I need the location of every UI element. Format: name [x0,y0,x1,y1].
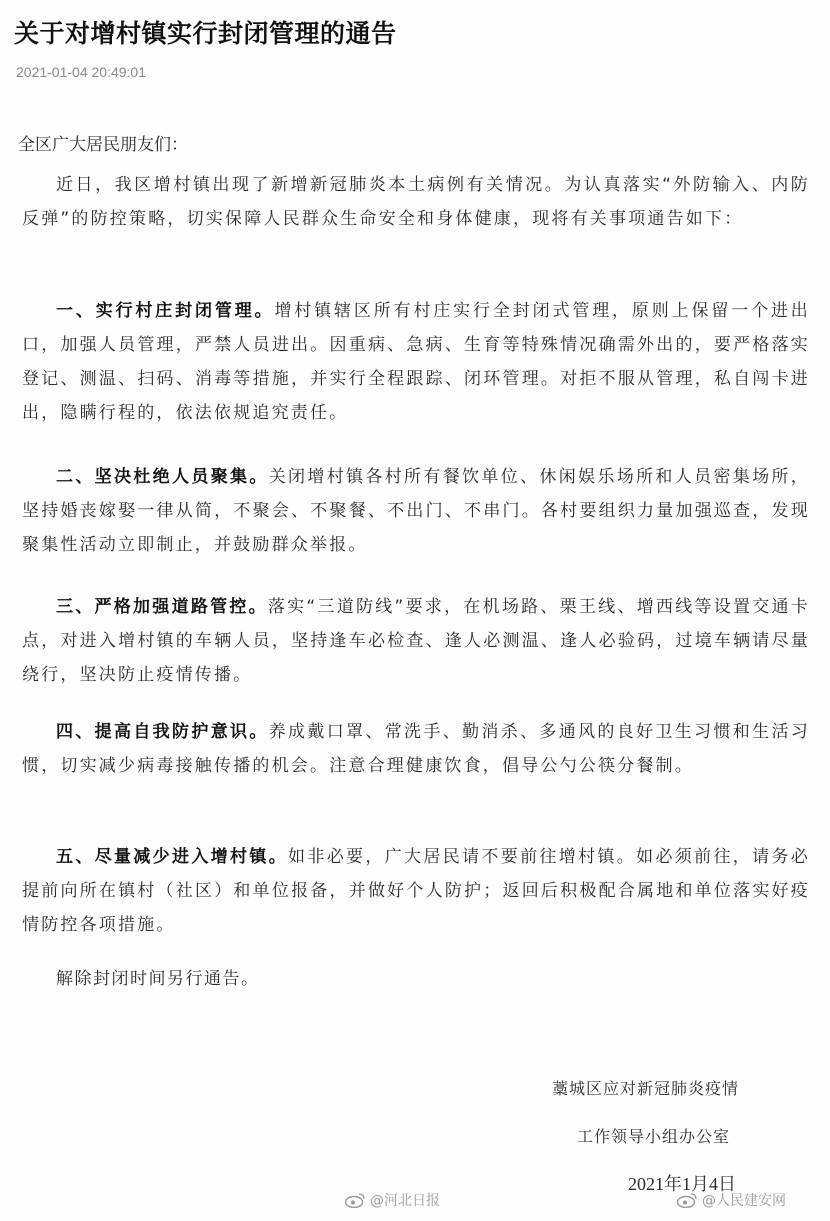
section-paragraph-2 [22,460,810,562]
watermark-right [676,1190,786,1210]
section-heading-2: 二、坚决杜绝人员聚集。 [56,467,269,487]
section-body-1: 增村镇辖区所有村庄实行全封闭式管理，原则上保留一个进出口，加强人员管理，严禁人员进出。因重病、急病、生育等特殊情况确需外出的，要严格落实登记、测温、扫码、消毒等措施，并实行全程跟踪、闭环管理。对拒不服从管理，私自闯卡进出，隐瞒行程的，依法依规追究责任。 [22,301,810,423]
publish-timestamp: 2021-01-04 20:49:01 [16,64,146,80]
section-body-5: 如非必要，广大居民请不要前往增村镇。如必须前往，请务必提前向所在镇村（社区）和单位报备，并做好个人防护；返回后积极配合属地和单位落实好疫情防控各项措施。 [22,847,810,935]
section-paragraph-4 [22,715,810,783]
watermark-left [344,1190,440,1210]
section-body-3: 落实“三道防线”要求，在机场路、栗王线、增西线等设置交通卡点，对进入增村镇的车辆人员，坚持逢车必检查、逢人必测温、逢人必验码，过境车辆请尽量绕行，坚决防止疫情传播。 [22,597,810,685]
watermark-right-text: @人民建安网 [702,1193,786,1209]
section-heading-5: 五、尽量减少进入增村镇。 [56,847,289,867]
greeting: 全区广大居民朋友们： [18,135,188,155]
signature-date: 2021年1月4日 [628,1174,736,1194]
intro-paragraph: 近日，我区增村镇出现了新增新冠肺炎本土病例有关情况。为认真落实“外防输入、内防反弹”的防控策略，切实保障人民群众生命安全和身体健康，现将有关事项通告如下： [22,175,810,229]
closing-paragraph: 解除封闭时间另行通告。 [56,969,260,989]
section-heading-3: 三、严格加强道路管控。 [56,597,268,617]
section-heading-1: 一、实行村庄封闭管理。 [56,301,275,321]
section-heading-4: 四、提高自我防护意识。 [56,722,269,742]
weibo-icon [676,1192,698,1208]
section-body-4: 养成戴口罩、常洗手、勤消杀、多通风的良好卫生习惯和生活习惯，切实减少病毒接触传播的机会。注意合理健康饮食，倡导公勺公筷分餐制。 [22,722,810,776]
watermark-left-text: @河北日报 [370,1193,440,1209]
weibo-icon [344,1192,366,1208]
section-paragraph-5 [22,840,810,942]
signature-org-line2: 工作领导小组办公室 [577,1127,731,1146]
section-paragraph-1 [22,294,810,430]
section-body-2: 关闭增村镇各村所有餐饮单位、休闲娱乐场所和人员密集场所，坚持婚丧嫁娶一律从简，不聚会、不聚餐、不出门、不串门。各村要组织力量加强巡查，发现聚集性活动立即制止，并鼓励群众举报。 [22,467,810,555]
signature-org-line1: 藁城区应对新冠肺炎疫情 [552,1079,740,1098]
section-paragraph-3 [22,590,810,692]
notice-title: 关于对增村镇实行封闭管理的通告 [14,19,397,48]
